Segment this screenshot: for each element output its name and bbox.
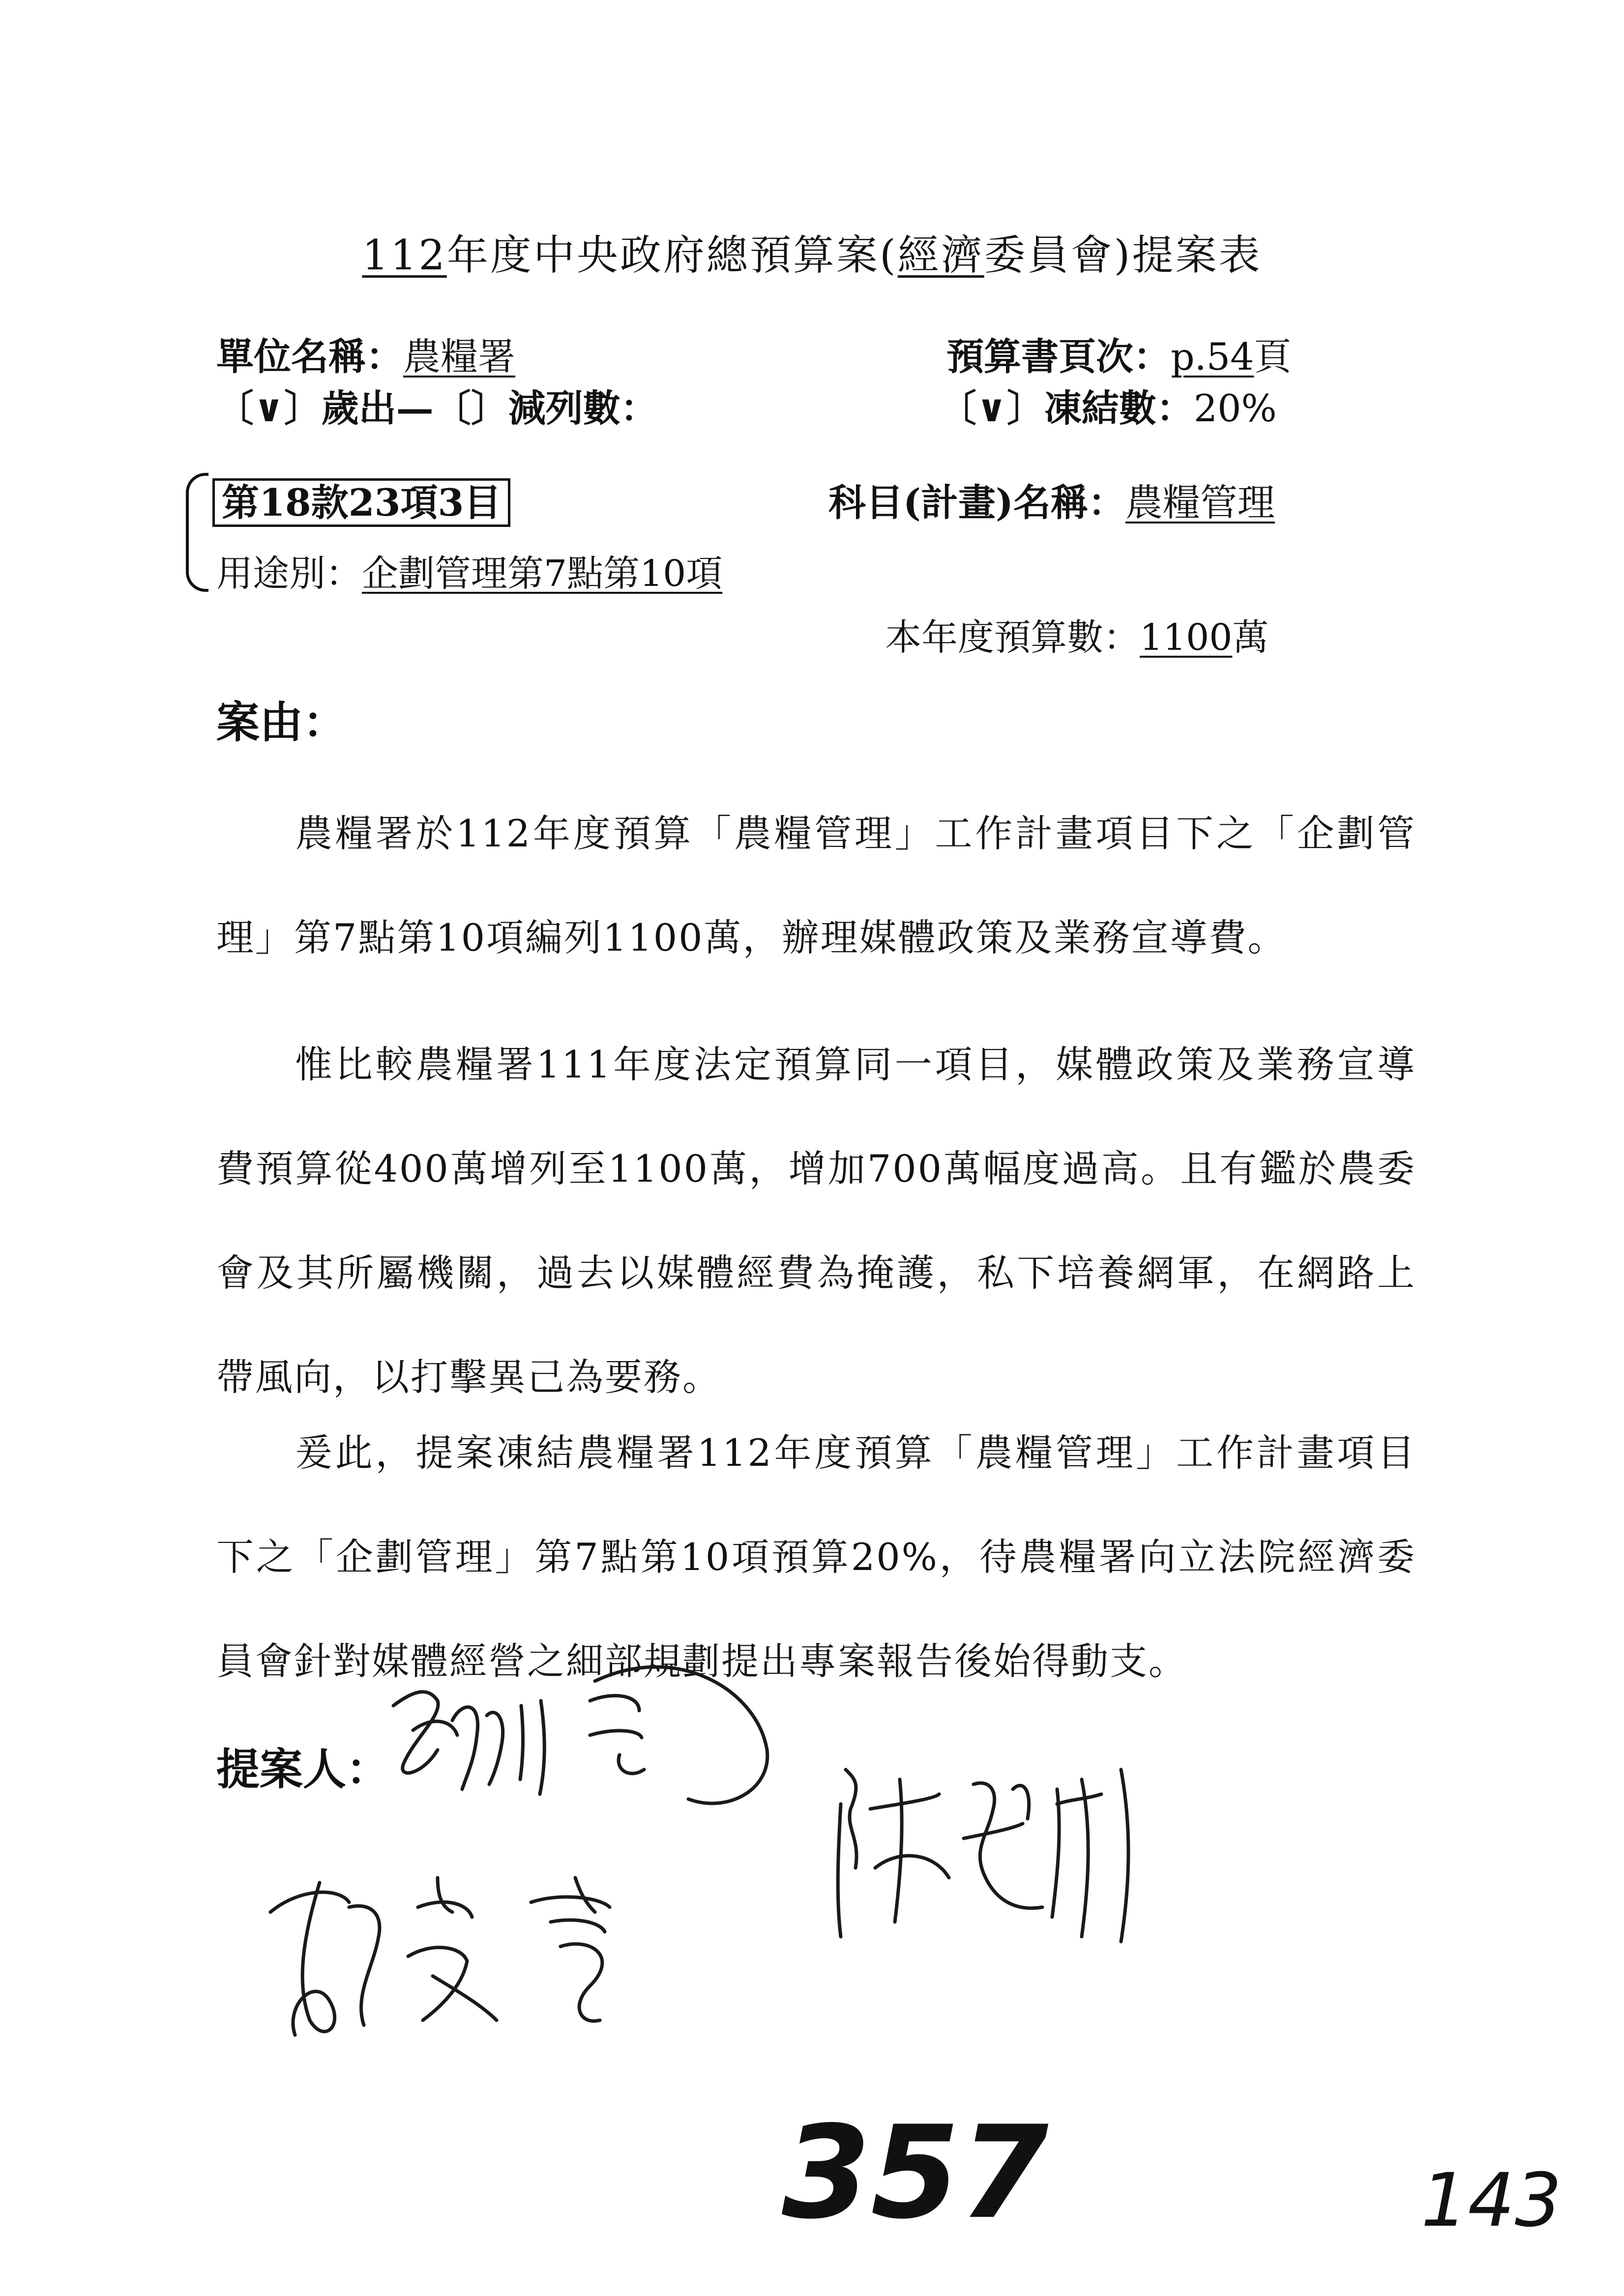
document-title [0,222,1624,282]
signature-3 [256,1858,698,2064]
budget-amount-label: 本年度預算數： [885,616,1140,659]
reason-label: 案由： [216,697,347,748]
budget-page-label: 預算書頁次： [946,335,1171,378]
item-code-box: 第18款23項3目 [212,478,510,527]
freeze-amount-value: 20% [1193,386,1277,430]
unit-name-value: 農糧署 [403,335,515,378]
item-code [212,473,510,526]
reason-paragraph-3: 爰此，提案凍結農糧署112年度預算「農糧管理」工作計畫項目下之「企劃管理」第7點第10項預算20%，待農糧署向立法院經濟委員會針對媒體經營之細部規劃提出專案報告後始得動支。 [216,1431,1416,1683]
budget-page-field [946,327,1292,380]
usage-field [216,545,722,597]
page-number-side: 143 [1421,2158,1562,2243]
usage-label: 用途別： [216,552,362,595]
usage-value: 企劃管理第7點第10項 [362,552,723,595]
reason-paragraph-2: 惟比較農糧署111年度法定預算同一項目，媒體政策及業務宣導費預算從400萬增列至1100萬，增加700萬幅度過高。且有鑑於農委會及其所屬機關，過去以媒體經費為掩護，私下培養網軍，在網路上帶風向，以打擊異己為要務。 [216,1043,1416,1399]
title-year: 112 [362,231,447,279]
signature-2 [826,1750,1170,1956]
budget-amount-suffix: 萬 [1232,616,1269,659]
budget-amount-field [885,609,1269,661]
expense-reduction-line: 〔∨〕歲出—〔〕減列數： [216,386,658,430]
budget-page-value: p.54 [1171,335,1254,378]
page-number-main: 357 [782,2099,1049,2247]
reason-paragraph-1: 農糧署於112年度預算「農糧管理」工作計畫項目下之「企劃管理」第7點第10項編列1100萬，辦理媒體政策及業務宣導費。 [216,812,1416,959]
budget-amount-value: 1100 [1140,616,1233,659]
unit-name-label: 單位名稱： [216,335,403,378]
subject-value: 農糧管理 [1125,481,1275,524]
title-text-a: 年度中央政府總預算案( [446,231,898,279]
unit-name-field [216,327,515,380]
title-text-b: 委員會)提案表 [984,231,1262,279]
freeze-amount-field [939,378,1277,432]
signature-1 [384,1652,787,1858]
subject-field [828,473,1275,526]
title-committee: 經濟 [897,231,984,279]
freeze-amount-label: 〔∨〕凍結數： [939,386,1194,430]
item-bracket [186,473,208,592]
budget-page-suffix: 頁 [1254,335,1292,378]
proposer-label: 提案人： [216,1744,390,1795]
subject-label: 科目(計畫)名稱： [828,481,1125,524]
